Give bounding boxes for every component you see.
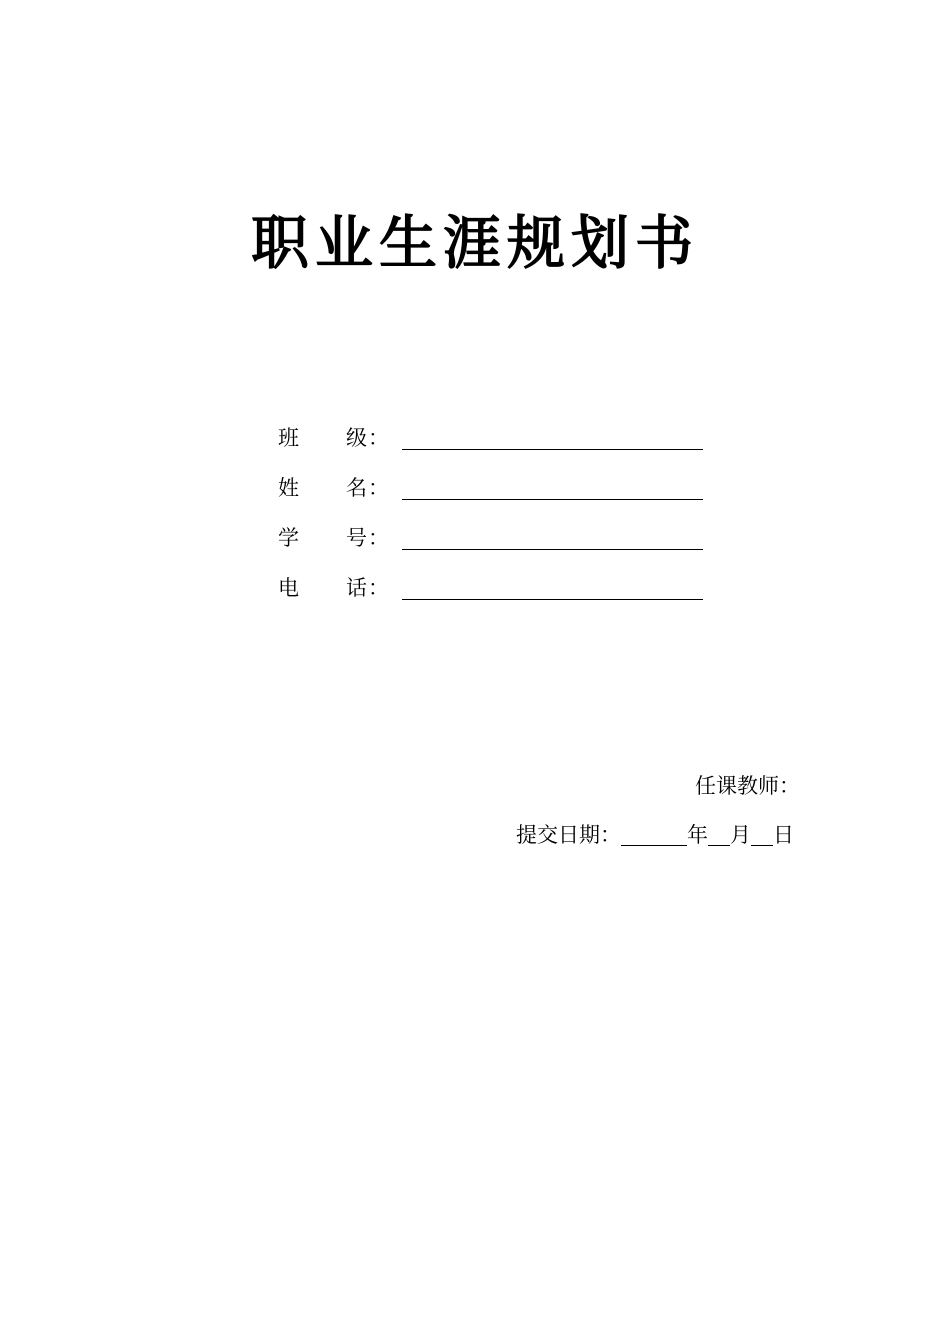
year-label: 年	[687, 823, 708, 847]
field-label-char1: 班	[278, 426, 299, 450]
day-blank[interactable]	[751, 819, 773, 846]
field-label-colon: ：	[368, 576, 389, 600]
field-label-colon: ：	[368, 426, 389, 450]
submission-date	[516, 819, 794, 851]
field-label-char2: 话	[346, 576, 367, 600]
document-title: 职业生涯规划书	[250, 209, 699, 277]
month-label: 月	[730, 823, 751, 847]
day-label: 日	[773, 823, 794, 847]
month-blank[interactable]	[708, 819, 730, 846]
year-blank[interactable]	[621, 819, 687, 846]
date-label: 提交日期：	[516, 823, 621, 847]
field-label-char1: 姓	[278, 476, 299, 500]
field-label-colon: ：	[368, 526, 389, 550]
teacher-label: 任课教师：	[695, 774, 800, 798]
field-label-char2: 级	[346, 426, 367, 450]
field-label-colon: ：	[368, 476, 389, 500]
student-id-input-line[interactable]	[402, 549, 703, 550]
field-label-char2: 名	[346, 476, 367, 500]
name-input-line[interactable]	[402, 499, 703, 500]
field-label-char2: 号	[346, 526, 367, 550]
phone-input-line[interactable]	[402, 599, 703, 600]
field-label-char1: 电	[278, 576, 299, 600]
field-label-char1: 学	[278, 526, 299, 550]
class-input-line[interactable]	[402, 449, 703, 450]
